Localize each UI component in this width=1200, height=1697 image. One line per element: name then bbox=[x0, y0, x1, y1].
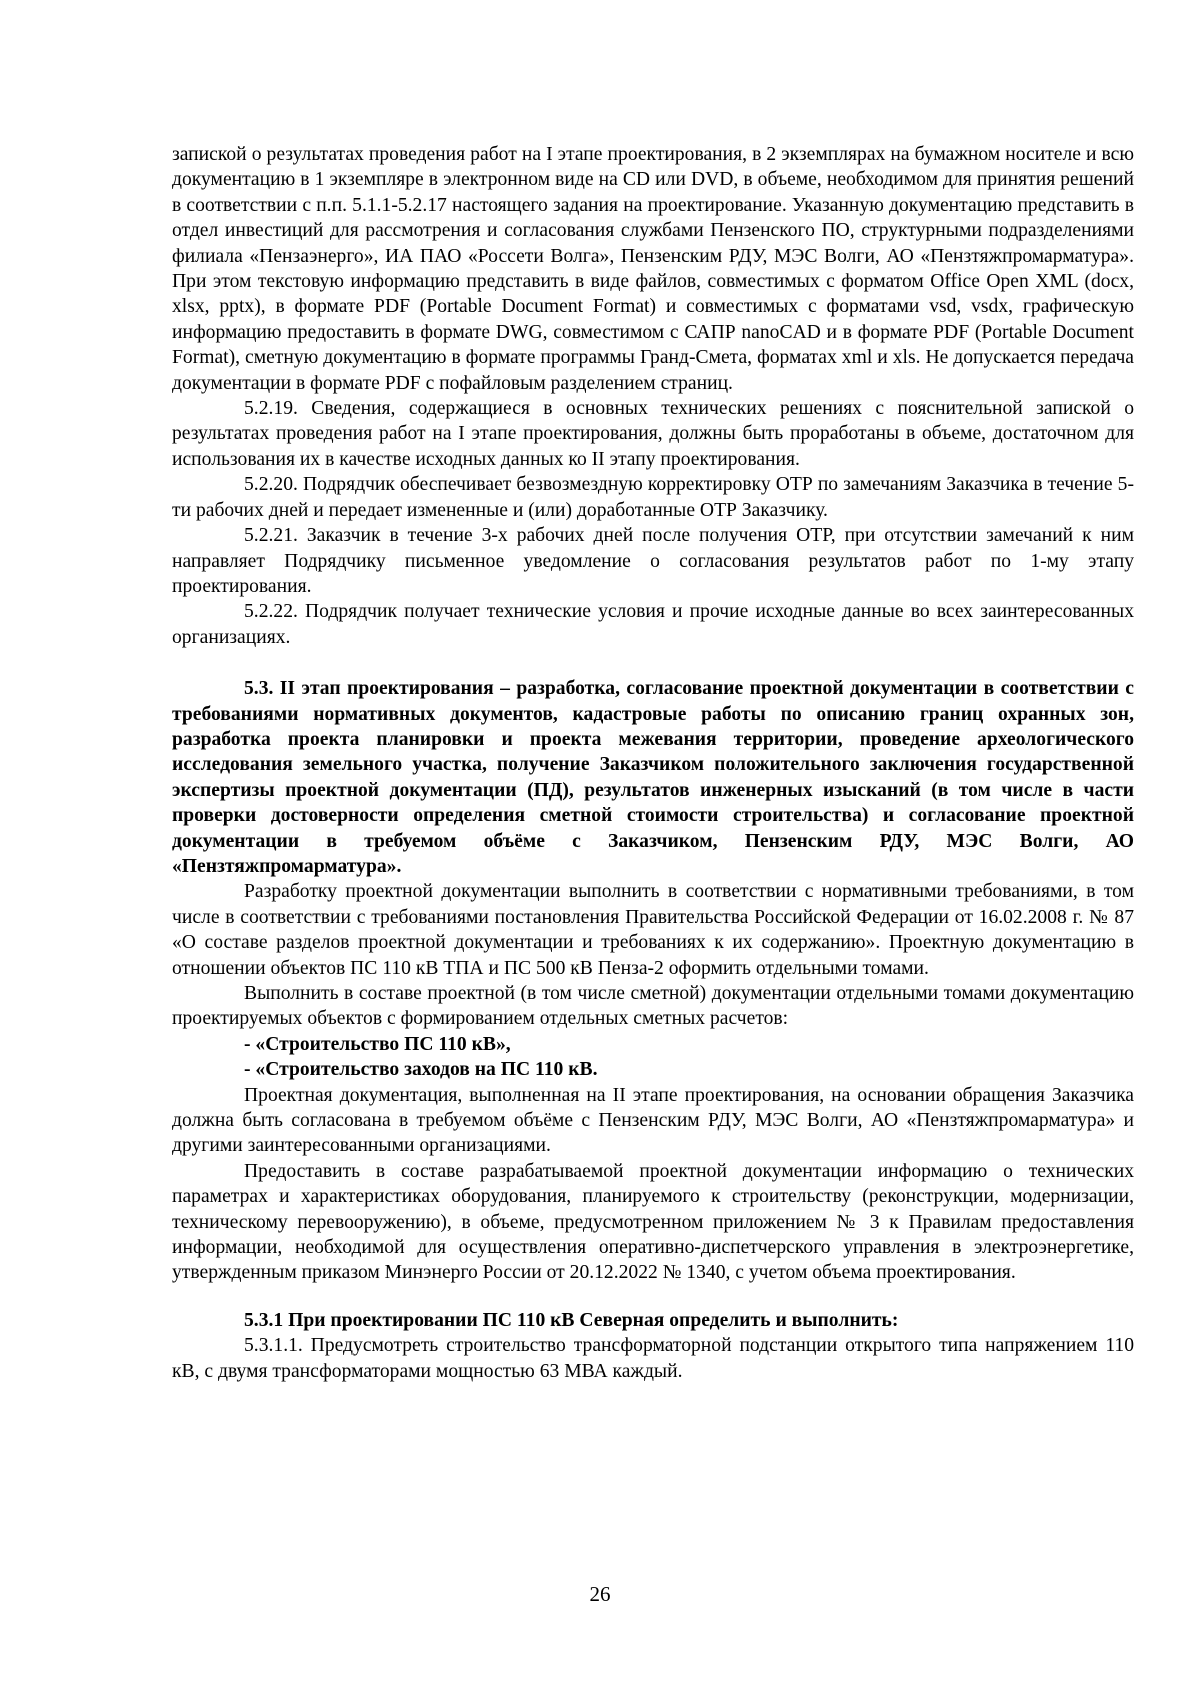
section-heading-5-3: 5.3. II этап проектирования – разработка, согласование проектной документации в соответствии с требованиями нормативных документов, кадастровые работы по описанию границ охранных зон, разработка проекта планировки и проекта межевания территории, проведение археологического исследования земельного участка, получение Заказчиком положительного заключения государственной экспертизы проектной документации (ПД), результатов инженерных изысканий (в том числе в части проверки достоверности определения сметной стоимости строительства) и согласование проектной документации в требуемом объёме с Заказчиком, Пензенским РДУ, МЭС Волги, АО «Пензтяжпромарматура». bbox=[172, 678, 1134, 877]
paragraph-5-2-19: 5.2.19. Сведения, содержащиеся в основных технических решениях с пояснительной запиской о результатах проведения работ на I этапе проектирования, должны быть проработаны в объеме, достаточном для использования их в качестве исходных данных ко II этапу проектирования. bbox=[172, 398, 1134, 470]
document-page bbox=[172, 142, 1134, 1384]
list-item-substation-construction: - «Строительство ПС 110 кВ», bbox=[244, 1033, 511, 1055]
page-number: 26 bbox=[589, 1582, 611, 1606]
paragraph-5-2-21: 5.2.21. Заказчик в течение 3-х рабочих дней после получения ОТР, при отсутствии замечаний к ним направляет Подрядчику письменное уведомление о согласования результатов работ по 1-му этапу проектирования. bbox=[172, 525, 1134, 597]
paragraph-5-2-22: 5.2.22. Подрядчик получает технические условия и прочие исходные данные во всех заинтересованных организациях. bbox=[172, 601, 1134, 648]
paragraph-continuation: запиской о результатах проведения работ на I этапе проектирования, в 2 экземплярах на бумажном носителе и всю документацию в 1 экземпляре в электронном виде на CD или DVD, в объеме, необходимом для принятия решений в соответствии с п.п. 5.1.1-5.2.17 настоящего задания на проектирование. Указанную документацию представить в отдел инвестиций для рассмотрения и согласования службами Пензенского ПО, структурными подразделениями филиала «Пензаэнерго», ИА ПАО «Россети Волга», Пензенским РДУ, МЭС Волги, АО «Пензтяжпромарматура». При этом текстовую информацию представить в виде файлов, совместимых с форматом Office Open XML (docx, xlsx, pptx), в формате PDF (Portable Document Format) и совместимых с форматами vsd, vsdx, графическую информацию предоставить в формате DWG, совместимом с САПР nanoCAD и в формате PDF (Portable Document Format), сметную документацию в формате программы Гранд-Смета, форматах xml и xls. Не допускается передача документации в формате PDF с пофайловым разделением страниц. bbox=[172, 144, 1134, 394]
paragraph-approval: Проектная документация, выполненная на II этапе проектирования, на основании обращения Заказчика должна быть согласована в требуемом объёме с Пензенским РДУ, МЭС Волги, АО «Пензтяжпромарматура» и другими заинтересованными организациями. bbox=[172, 1084, 1134, 1157]
paragraph-5-2-20: 5.2.20. Подрядчик обеспечивает безвозмездную корректировку ОТР по замечаниям Заказчика в течение 5-ти рабочих дней и передает измененные и (или) доработанные ОТР Заказчику. bbox=[172, 474, 1134, 521]
paragraph-5-3-1-1: 5.3.1.1. Предусмотреть строительство трансформаторной подстанции открытого типа напряжением 110 кВ, с двумя трансформаторами мощностью 63 МВА каждый. bbox=[172, 1335, 1134, 1382]
paragraph-equipment-info: Предоставить в составе разрабатываемой проектной документации информацию о технических параметрах и характеристиках оборудования, планируемого к строительству (реконструкции, модернизации, техническому перевооружению), в объеме, предусмотренном приложением № 3 к Правилам предоставления информации, необходимой для осуществления оперативно-диспетчерского управления в электроэнергетике, утвержденным приказом Минэнерго России от 20.12.2022 № 1340, с учетом объема проектирования. bbox=[172, 1160, 1134, 1284]
list-item-approaches-construction: - «Строительство заходов на ПС 110 кВ. bbox=[244, 1059, 598, 1081]
section-heading-5-3-1: 5.3.1 При проектировании ПС 110 кВ Северная определить и выполнить: bbox=[244, 1309, 899, 1331]
paragraph-design-development: Разработку проектной документации выполнить в соответствии с нормативными требованиями, в том числе в соответствии с требованиями постановления Правительства Российской Федерации от 16.02.2008 г. № 87 «О составе разделов проектной документации и требованиях к их содержанию». Проектную документацию в отношении объектов ПС 110 кВ ТПА и ПС 500 кВ Пенза-2 оформить отдельными томами. bbox=[172, 881, 1134, 979]
paragraph-separate-volumes: Выполнить в составе проектной (в том числе сметной) документации отдельными томами документацию проектируемых объектов с формированием отдельных сметных расчетов: bbox=[172, 983, 1134, 1030]
